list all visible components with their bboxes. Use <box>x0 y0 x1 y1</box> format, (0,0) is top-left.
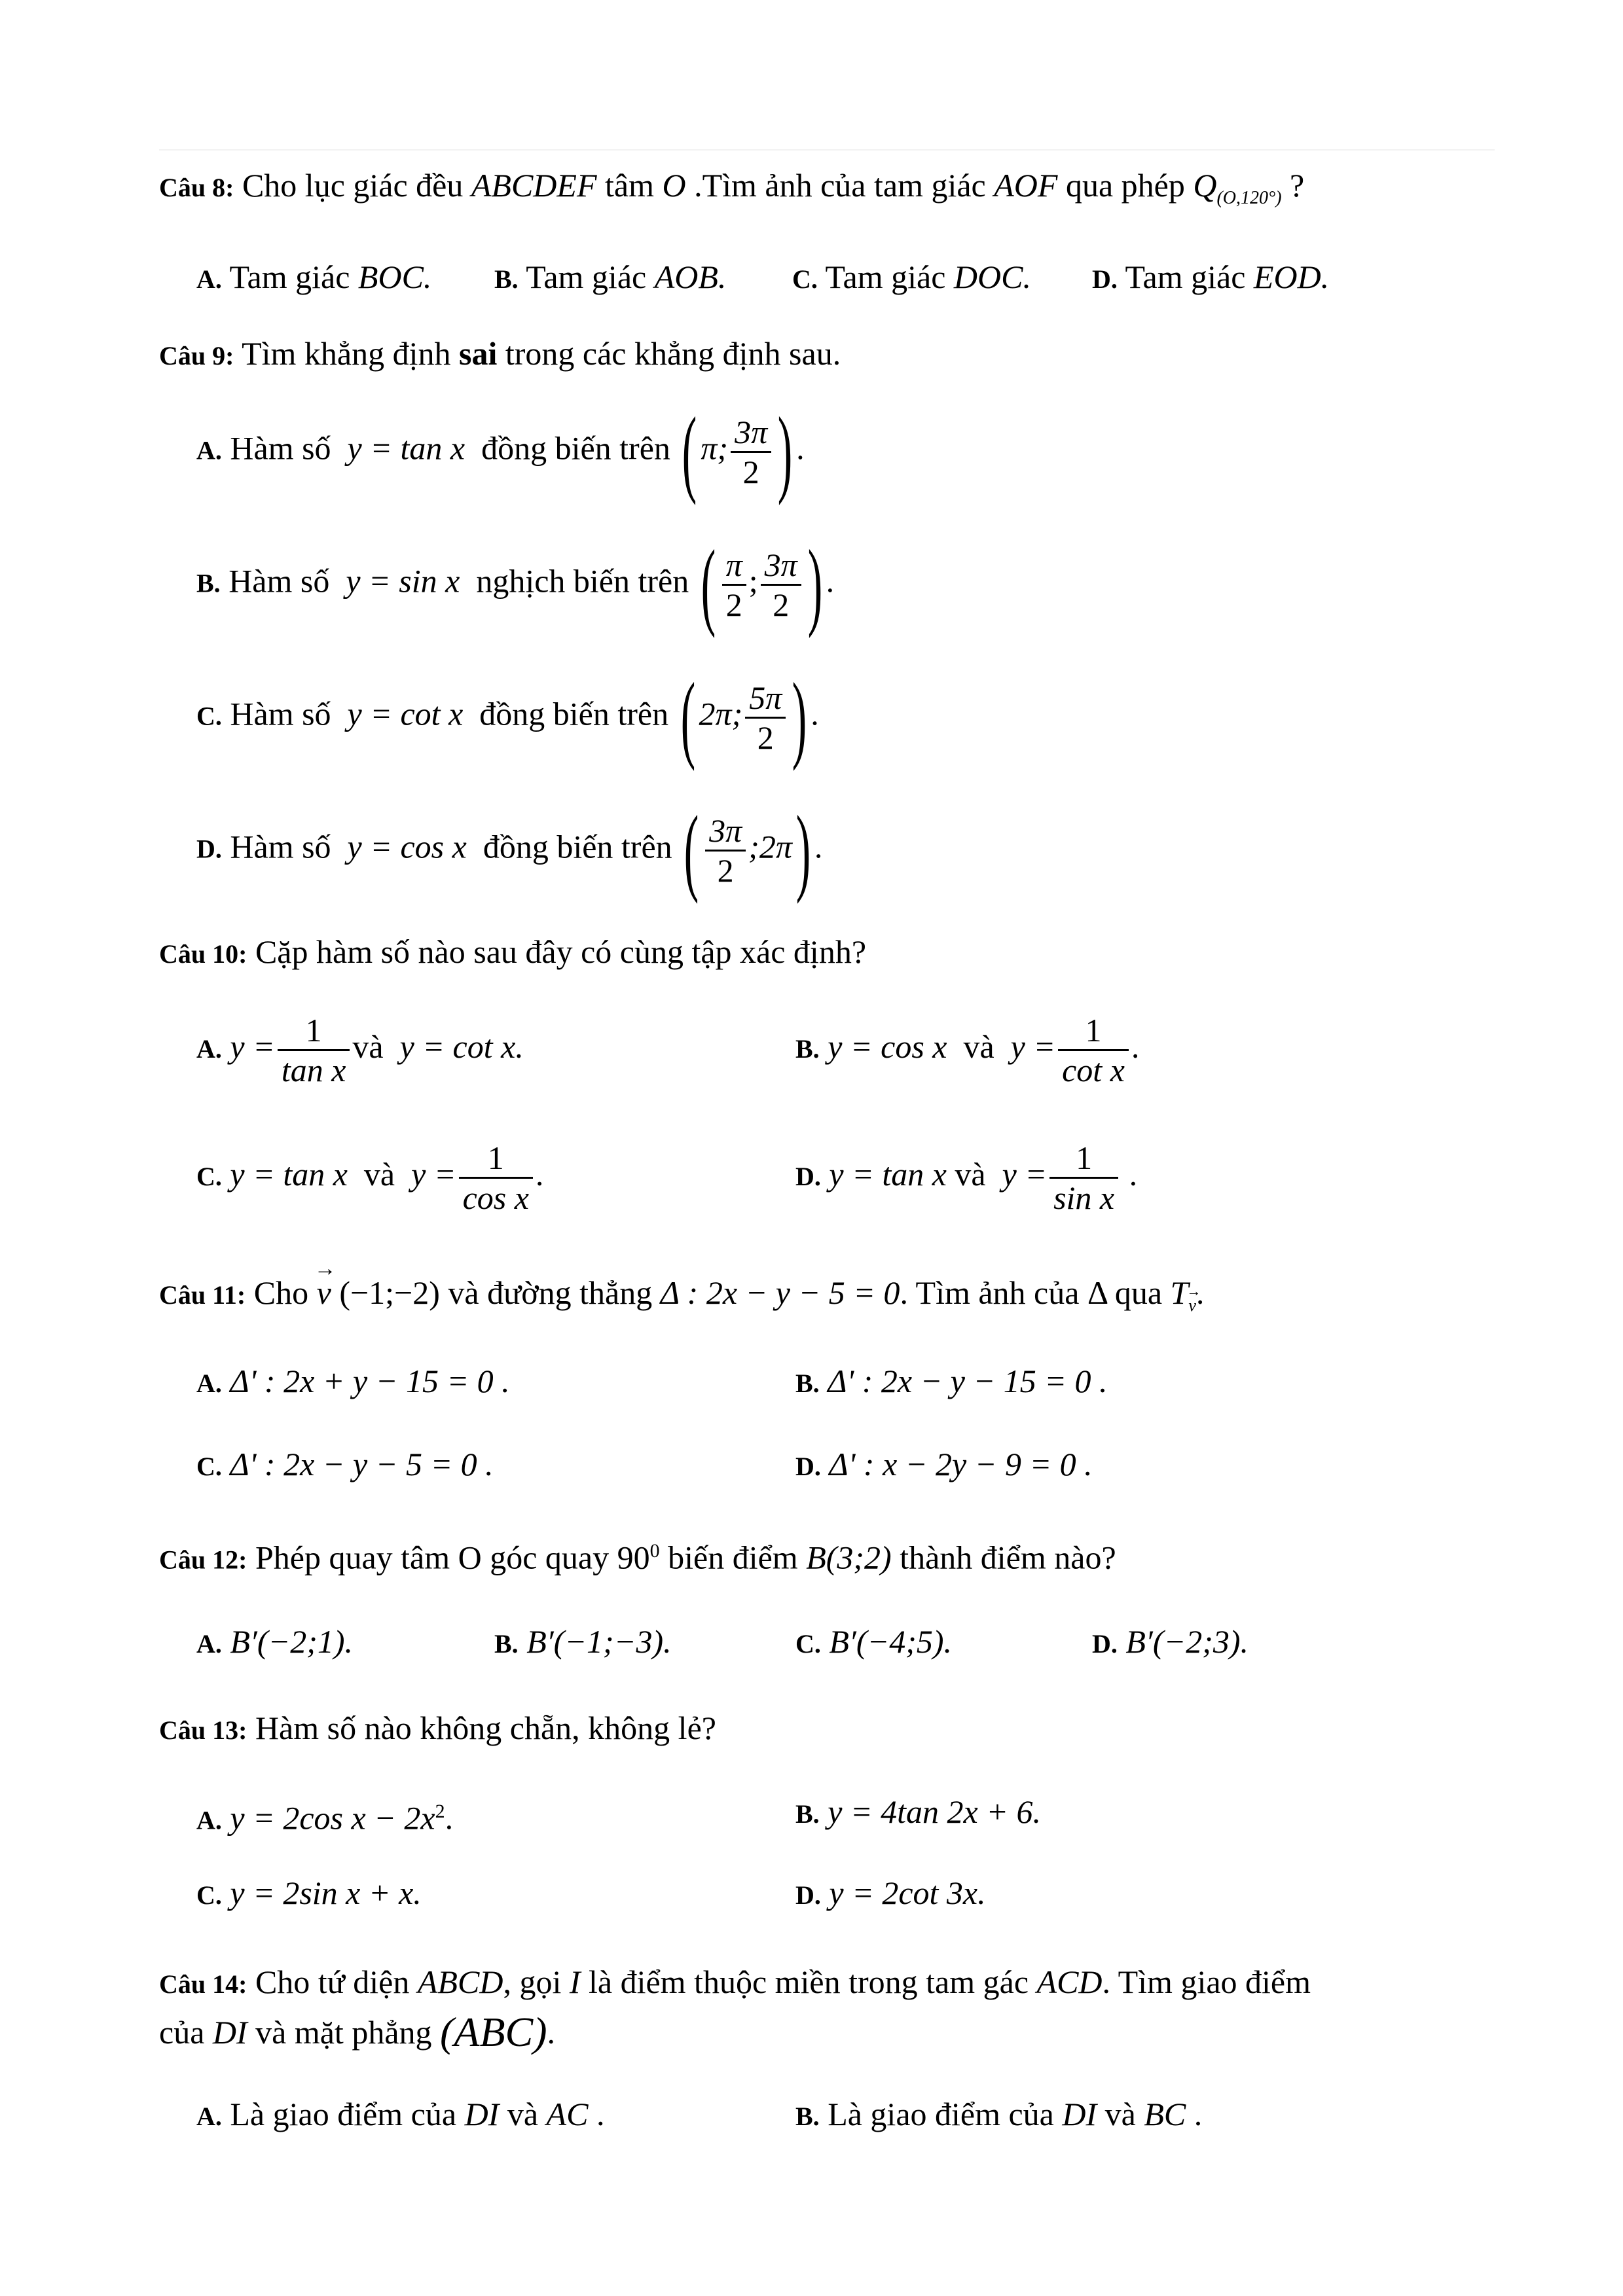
option-13d <box>795 1873 986 1915</box>
numerator: 1 <box>459 1139 533 1179</box>
math: y = <box>230 1028 275 1065</box>
vector-v-subscript: → $_v$ <box>1188 1286 1196 1325</box>
option-label: A. <box>196 1033 222 1064</box>
math: y = 2cos x − 2x <box>230 1799 435 1837</box>
math: Δ <box>1087 1274 1107 1311</box>
question-text: Cho tứ diện <box>255 1964 418 2000</box>
math: (ABC) <box>440 2009 547 2055</box>
math: y = 2cot 3x. <box>829 1874 986 1911</box>
math: DI <box>1062 2096 1097 2132</box>
math: y = 4tan 2x + 6. <box>828 1793 1041 1830</box>
option-text: . <box>588 2096 605 2132</box>
fraction <box>1049 1139 1118 1217</box>
numerator: 1 <box>1058 1011 1129 1051</box>
math: BC <box>1144 2096 1186 2132</box>
option-text: và <box>363 1155 395 1193</box>
question-12 <box>159 1532 1116 1580</box>
fraction <box>731 413 771 491</box>
option-label: B. <box>795 1033 820 1064</box>
option-text: đồng biến trên <box>481 429 670 467</box>
option-label: C. <box>196 1452 222 1481</box>
question-text: . Tìm ảnh của <box>900 1274 1087 1311</box>
question-14-line-2 <box>159 2009 556 2055</box>
option-text: . <box>1186 2096 1203 2132</box>
math: Δ' : 2x − y − 5 = 0 . <box>230 1446 494 1482</box>
option-11d <box>795 1444 1093 1486</box>
option-10d: D. y = tan x và y = $\frac{1}{\text{sin x}}$ . <box>795 1139 1138 1216</box>
question-label: Câu 12: <box>159 1545 247 1575</box>
math: y = cot x. <box>399 1028 524 1065</box>
question-label: Câu 9: <box>159 341 234 370</box>
numerator: 3π <box>705 812 746 852</box>
option-12a <box>196 1622 353 1664</box>
option-10c: C. y = tan x và y = $\frac{1}{\text{cos x}}$ . <box>196 1139 544 1216</box>
denominator: 2 <box>773 586 790 623</box>
math: π; <box>701 429 729 467</box>
math: Q <box>1193 167 1217 204</box>
math: . <box>445 1799 454 1837</box>
option-text: Tam giác <box>229 259 358 295</box>
paren-close: ) <box>807 530 822 639</box>
emphasis: sai <box>458 335 498 372</box>
option-label: C. <box>196 1161 222 1191</box>
fraction <box>722 546 746 624</box>
fraction <box>705 812 746 889</box>
option-text: đồng biến trên <box>479 695 669 732</box>
math: y = tan x <box>230 1155 348 1193</box>
question-text: Hàm số nào không chẵn, không lẻ? <box>255 1710 716 1746</box>
question-label: Câu 13: <box>159 1715 247 1745</box>
option-text: Là giao điểm của <box>230 2096 465 2132</box>
numerator: 3π <box>731 413 771 453</box>
question-text: là điểm thuộc miền trong tam gác <box>580 1964 1037 2000</box>
option-label: B. <box>795 2102 820 2131</box>
question-13 <box>159 1708 716 1750</box>
question-text: Cặp hàm số nào sau đây có cùng tập xác định? <box>255 933 867 970</box>
option-text: Là giao điểm của <box>828 2096 1063 2132</box>
paren-close: ) <box>792 663 807 772</box>
paren-open: ( <box>684 796 699 905</box>
question-text: . <box>547 2014 556 2051</box>
option-label: D. <box>795 1161 821 1191</box>
numerator: 1 <box>278 1011 350 1051</box>
question-text: . Tìm giao điểm <box>1102 1964 1311 2000</box>
question-11: Câu 11: Cho → v (−1;−2) và đường thẳng Δ : 2x − y − 5 = 0. Tìm ảnh của Δ qua T→ $_v$. <box>159 1273 1204 1325</box>
option-label: A. <box>196 1369 222 1398</box>
paren-close: ) <box>777 397 793 506</box>
question-text: và mặt phẳng <box>247 2014 441 2051</box>
option-12d <box>1092 1622 1249 1664</box>
math: B(3;2) <box>806 1539 892 1576</box>
option-label: D. <box>1092 1629 1118 1659</box>
math: 90 <box>617 1539 650 1576</box>
math: B′(−4;5). <box>829 1623 953 1660</box>
option-text: Hàm số <box>230 695 331 732</box>
math: Δ : 2x − y − 5 = 0 <box>660 1274 900 1311</box>
denominator: 2 <box>717 852 734 889</box>
option-9c: C. Hàm số y = cot x đồng biến trên ( 2π; $\frac{5\pi}{2}$ ) . <box>196 663 819 772</box>
math-superscript: 2 <box>435 1801 445 1822</box>
option-text: và <box>955 1155 986 1193</box>
question-text: biến điểm <box>659 1539 807 1576</box>
math: y = 2sin x + x. <box>230 1874 422 1911</box>
question-8 <box>159 166 1304 218</box>
fraction <box>761 546 801 624</box>
denominator: tan x <box>281 1052 346 1088</box>
math: Δ' : x − 2y − 9 = 0 . <box>829 1446 1093 1482</box>
option-8c <box>792 257 1031 299</box>
math: y = <box>1002 1155 1048 1193</box>
denominator: 2 <box>725 586 742 623</box>
option-label: B. <box>795 1799 820 1829</box>
math: BOC. <box>357 259 432 295</box>
math: y = cot x <box>347 695 464 732</box>
option-label: A. <box>196 1629 222 1659</box>
math: y = sin x <box>346 562 460 600</box>
denominator: sin x <box>1053 1179 1115 1216</box>
question-label: Câu 14: <box>159 1969 247 1999</box>
question-text: tâm <box>596 167 663 204</box>
math: ABCDEF <box>471 167 597 204</box>
math: DI <box>464 2096 500 2132</box>
fraction <box>459 1139 533 1217</box>
option-text: và <box>352 1028 384 1065</box>
option-12c <box>795 1622 952 1664</box>
option-text: Tam giác <box>526 259 655 295</box>
denominator: cos x <box>462 1179 529 1216</box>
math: y = tan x <box>347 429 465 467</box>
paren-open: ( <box>701 530 716 639</box>
paren-open: ( <box>680 663 695 772</box>
option-9b: B. Hàm số y = sin x nghịch biến trên ( $\frac{\pi}{2}$ ; $\frac{3\pi}{2}$ ) . <box>196 530 835 639</box>
numerator: 1 <box>1049 1139 1118 1179</box>
option-13b <box>795 1792 1041 1834</box>
option-text: nghịch biến trên <box>476 562 689 600</box>
denominator: 2 <box>742 453 759 490</box>
option-label: C. <box>196 701 222 731</box>
question-14 <box>159 1962 1311 2004</box>
question-text: của <box>159 2014 213 2051</box>
option-14a <box>196 2094 604 2136</box>
option-11a <box>196 1361 510 1403</box>
math: EOD. <box>1253 259 1330 295</box>
math: 2π; <box>699 695 743 732</box>
option-9a: A. Hàm số y = tan x đồng biến trên ( π; $\frac{3\pi}{2}$ ) . <box>196 397 805 506</box>
math: AOB. <box>654 259 727 295</box>
math: y = cos x <box>347 828 467 865</box>
option-8d <box>1092 257 1329 299</box>
option-text: Hàm số <box>230 828 331 865</box>
math: Δ' : 2x − y − 15 = 0 . <box>828 1363 1108 1399</box>
option-label: D. <box>795 1880 821 1910</box>
question-label: Câu 10: <box>159 939 247 969</box>
math: B′(−1;−3). <box>526 1623 672 1660</box>
math: I <box>569 1964 581 2000</box>
math: DI <box>212 2014 247 2051</box>
math-superscript: 0 <box>649 1540 660 1562</box>
option-label: D. <box>196 834 222 864</box>
option-text: Tam giác <box>825 259 954 295</box>
option-label: A. <box>196 264 222 294</box>
question-text: và đường thẳng <box>439 1274 661 1311</box>
option-text: Hàm số <box>228 562 330 600</box>
denominator: cot x <box>1062 1052 1125 1088</box>
numerator: 5π <box>745 679 786 719</box>
math: B′(−2;3). <box>1125 1623 1249 1660</box>
option-label: B. <box>494 264 519 294</box>
question-10 <box>159 932 866 974</box>
option-label: B. <box>795 1369 820 1398</box>
question-text: Tìm khẳng định <box>242 335 459 372</box>
question-text: qua <box>1106 1274 1171 1311</box>
question-text: Cho <box>253 1274 317 1311</box>
option-label: B. <box>494 1629 519 1659</box>
math: DOC. <box>953 259 1031 295</box>
option-13a <box>196 1792 453 1840</box>
question-text: thành điểm nào? <box>891 1539 1116 1576</box>
math: y = <box>1010 1028 1056 1065</box>
fraction <box>1058 1011 1129 1089</box>
option-13c <box>196 1873 422 1915</box>
question-text: .Tìm ảnh của tam giác <box>685 167 994 204</box>
option-label: C. <box>792 264 818 294</box>
question-9 <box>159 334 841 376</box>
option-label: D. <box>795 1452 821 1481</box>
question-label: Câu 11: <box>159 1280 246 1310</box>
math: AOF <box>994 167 1058 204</box>
question-text: ? <box>1281 167 1305 204</box>
option-10a <box>196 1011 524 1089</box>
paren-open: ( <box>682 397 697 506</box>
option-10b: B. y = cos x và y = $\frac{1}{\text{cot x}}$ . <box>795 1012 1140 1088</box>
page-top-rule <box>159 149 1495 151</box>
option-11c <box>196 1444 494 1486</box>
option-text: và <box>963 1028 994 1065</box>
option-label: A. <box>196 435 222 465</box>
option-label: C. <box>795 1629 821 1659</box>
vector-v: → v <box>317 1273 331 1312</box>
math: y = <box>411 1155 456 1193</box>
math: ACD <box>1036 1964 1103 2000</box>
math: B′(−2;1). <box>230 1623 354 1660</box>
question-text: , gọi <box>503 1964 570 2000</box>
option-11b <box>795 1361 1107 1403</box>
math: ;2π <box>748 828 792 865</box>
numerator: π <box>722 546 746 586</box>
math: ; <box>748 562 758 600</box>
math: O <box>662 167 686 204</box>
paren-close: ) <box>795 796 811 905</box>
option-text: và <box>1097 2096 1144 2132</box>
question-text: trong các khẳng định sau. <box>497 335 841 372</box>
option-text: Tam giác <box>1125 259 1254 295</box>
option-text: đồng biến trên <box>483 828 672 865</box>
option-label: A. <box>196 1805 222 1835</box>
math: ABCD <box>417 1964 503 2000</box>
option-text: Hàm số <box>230 429 331 467</box>
option-9d: D. Hàm số y = cos x đồng biến trên ( $\frac{3\pi}{2}$ ;2π) . <box>196 796 823 905</box>
option-14b <box>795 2094 1202 2136</box>
option-label: A. <box>196 2102 222 2131</box>
option-8b <box>494 257 726 299</box>
math: (−1;−2) <box>339 1274 440 1311</box>
option-label: C. <box>196 1880 222 1910</box>
math: AC <box>546 2096 589 2132</box>
math: y = cos x <box>828 1028 947 1065</box>
option-8a <box>196 257 431 299</box>
question-text: qua phép <box>1057 167 1194 204</box>
math: Δ' : 2x + y − 15 = 0 . <box>230 1363 510 1399</box>
question-text: Cho lục giác đều <box>242 167 471 204</box>
question-text: Phép quay tâm O góc quay <box>255 1539 617 1576</box>
denominator: 2 <box>757 719 774 756</box>
question-label: Câu 8: <box>159 173 234 202</box>
option-12b <box>494 1622 672 1664</box>
option-text: và <box>499 2096 547 2132</box>
numerator: 3π <box>761 546 801 586</box>
math: T <box>1170 1274 1189 1311</box>
math: y = tan x <box>829 1155 947 1193</box>
fraction <box>745 679 786 757</box>
option-label: B. <box>196 568 221 598</box>
option-label: D. <box>1092 264 1118 294</box>
math-subscript: (O,120°) <box>1216 188 1282 208</box>
fraction <box>278 1011 350 1089</box>
